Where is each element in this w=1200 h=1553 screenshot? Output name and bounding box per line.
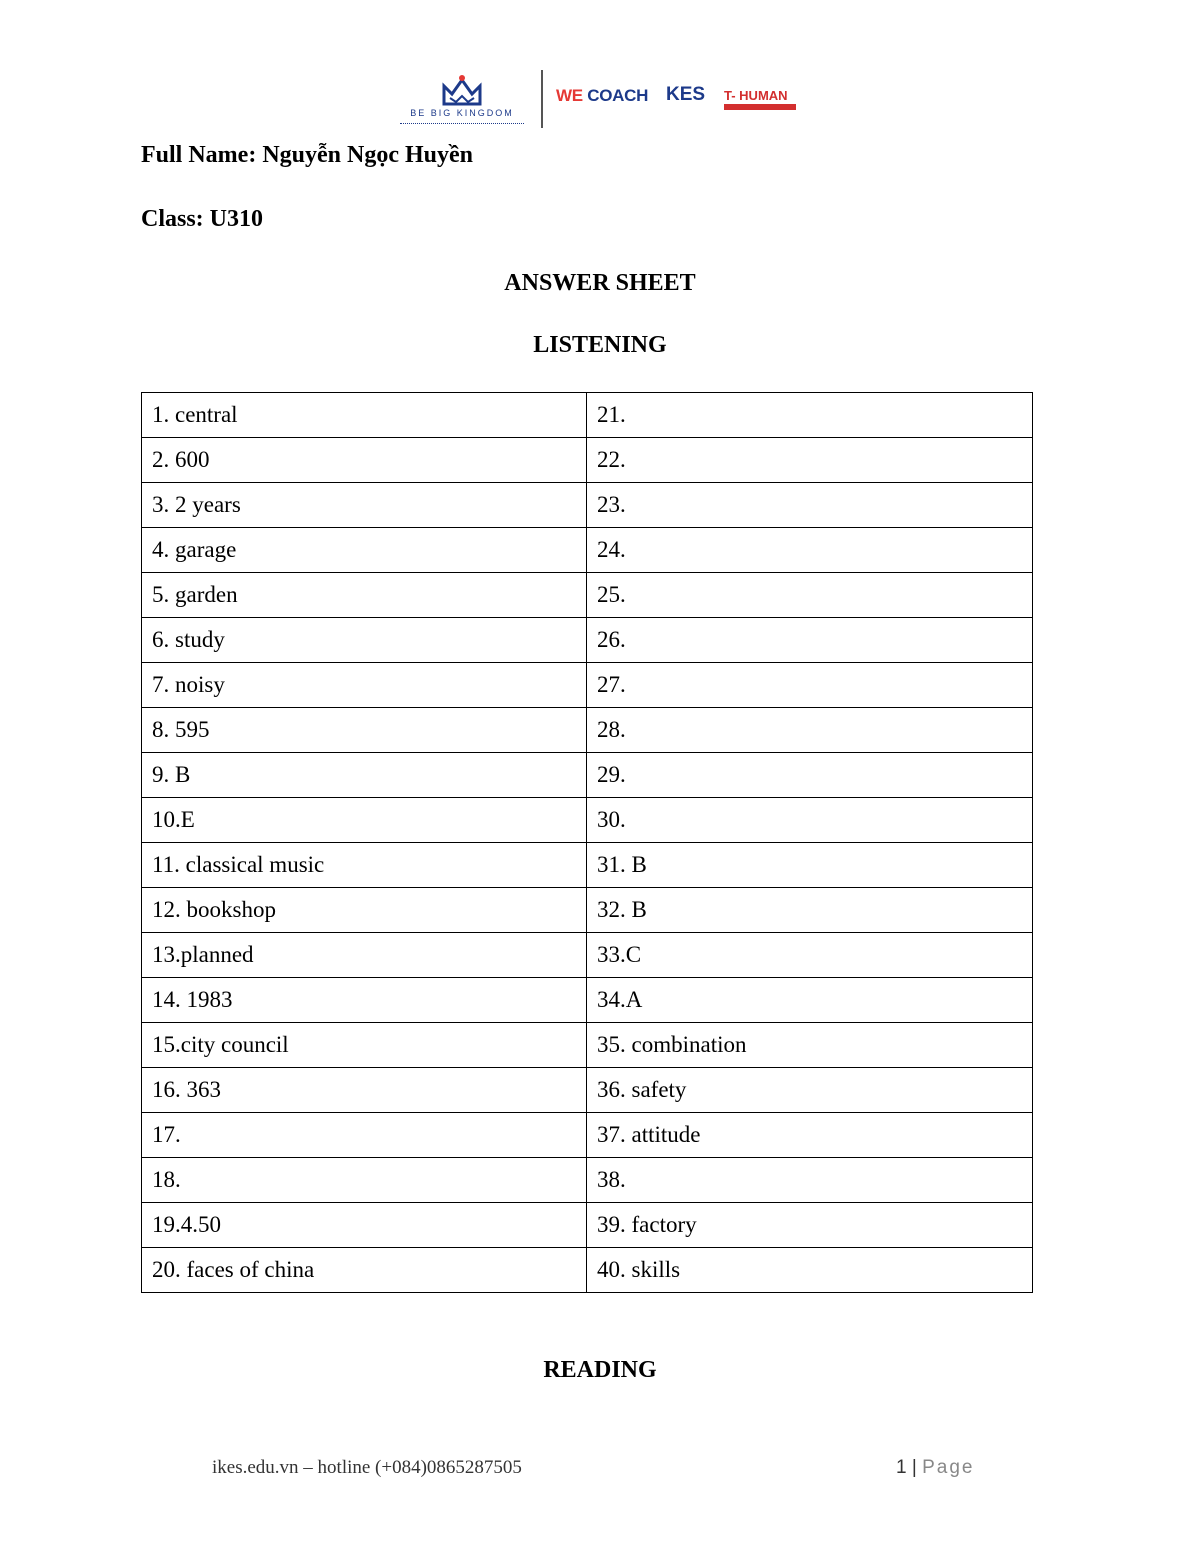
answer-cell-left: 9. B [142, 753, 587, 798]
table-row [142, 843, 1033, 888]
answer-cell-right: 23. [587, 483, 1033, 528]
answer-cell-right: 38. [587, 1158, 1033, 1203]
answer-cell-left: 11. classical music [142, 843, 587, 888]
answer-cell-left: 20. faces of china [142, 1248, 587, 1293]
table-row [142, 708, 1033, 753]
wecoach-coach: COACH [587, 86, 649, 105]
answer-cell-right: 36. safety [587, 1068, 1033, 1113]
page-separator: | [906, 1457, 923, 1478]
answer-cell-left: 3. 2 years [142, 483, 587, 528]
page-number: 1 [896, 1457, 907, 1478]
wecoach-logo [556, 86, 648, 106]
class-label: Class: U310 [141, 206, 264, 232]
thuman-logo [724, 88, 796, 110]
big-kingdom-tagline-line [400, 123, 524, 126]
answer-cell-left: 19.4.50 [142, 1203, 587, 1248]
answer-cell-left: 18. [142, 1158, 587, 1203]
table-row [142, 1248, 1033, 1293]
answer-cell-left: 12. bookshop [142, 888, 587, 933]
answers-body [142, 393, 1033, 1293]
answer-cell-right: 33.C [587, 933, 1033, 978]
table-row [142, 528, 1033, 573]
answer-cell-right: 28. [587, 708, 1033, 753]
full-name: Full Name: Nguyễn Ngọc Huyền [141, 142, 473, 168]
table-row [142, 753, 1033, 798]
reading-heading: READING [543, 1357, 657, 1383]
big-kingdom-logo [396, 74, 528, 130]
answer-sheet-title: ANSWER SHEET [504, 270, 696, 296]
page-label: Page [922, 1457, 975, 1478]
table-row [142, 1113, 1033, 1158]
thuman-wordmark: T- HUMAN [724, 88, 788, 103]
wecoach-we: WE [556, 86, 583, 105]
table-row [142, 798, 1033, 843]
listening-answers-table [141, 392, 1033, 1293]
answer-cell-left: 1. central [142, 393, 587, 438]
footer-page [896, 1457, 974, 1479]
table-row [142, 1068, 1033, 1113]
crown-icon [396, 74, 528, 108]
logo-divider [541, 70, 543, 128]
answer-cell-left: 14. 1983 [142, 978, 587, 1023]
answer-cell-right: 22. [587, 438, 1033, 483]
thuman-bar [724, 104, 796, 110]
answer-cell-left: 4. garage [142, 528, 587, 573]
table-row [142, 1158, 1033, 1203]
answer-cell-right: 21. [587, 393, 1033, 438]
header-logos [396, 68, 806, 130]
table-row [142, 888, 1033, 933]
answer-cell-left: 6. study [142, 618, 587, 663]
table-row [142, 978, 1033, 1023]
answer-cell-left: 8. 595 [142, 708, 587, 753]
answer-cell-right: 24. [587, 528, 1033, 573]
table-row [142, 618, 1033, 663]
answer-cell-right: 27. [587, 663, 1033, 708]
footer-contact: ikes.edu.vn – hotline (+084)0865287505 [212, 1457, 522, 1478]
answer-cell-left: 16. 363 [142, 1068, 587, 1113]
table-row [142, 393, 1033, 438]
table-row [142, 438, 1033, 483]
answer-cell-right: 26. [587, 618, 1033, 663]
table-row [142, 483, 1033, 528]
table-row [142, 1203, 1033, 1248]
answer-cell-right: 32. B [587, 888, 1033, 933]
big-kingdom-wordmark: BE BIG KINGDOM [410, 108, 514, 118]
answer-cell-right: 25. [587, 573, 1033, 618]
answer-cell-left: 13.planned [142, 933, 587, 978]
answer-cell-left: 10.E [142, 798, 587, 843]
answer-cell-left: 15.city council [142, 1023, 587, 1068]
table-row [142, 663, 1033, 708]
answer-cell-right: 34.A [587, 978, 1033, 1023]
answer-cell-right: 30. [587, 798, 1033, 843]
answer-cell-right: 31. B [587, 843, 1033, 888]
answer-cell-right: 29. [587, 753, 1033, 798]
listening-heading: LISTENING [533, 332, 667, 358]
table-row [142, 573, 1033, 618]
answer-cell-left: 17. [142, 1113, 587, 1158]
answer-cell-left: 7. noisy [142, 663, 587, 708]
answer-cell-left: 2. 600 [142, 438, 587, 483]
answer-cell-right: 35. combination [587, 1023, 1033, 1068]
table-row [142, 933, 1033, 978]
answer-cell-right: 39. factory [587, 1203, 1033, 1248]
kes-logo: KES [666, 84, 706, 105]
answer-cell-right: 40. skills [587, 1248, 1033, 1293]
table-row [142, 1023, 1033, 1068]
answer-cell-left: 5. garden [142, 573, 587, 618]
answer-cell-right: 37. attitude [587, 1113, 1033, 1158]
